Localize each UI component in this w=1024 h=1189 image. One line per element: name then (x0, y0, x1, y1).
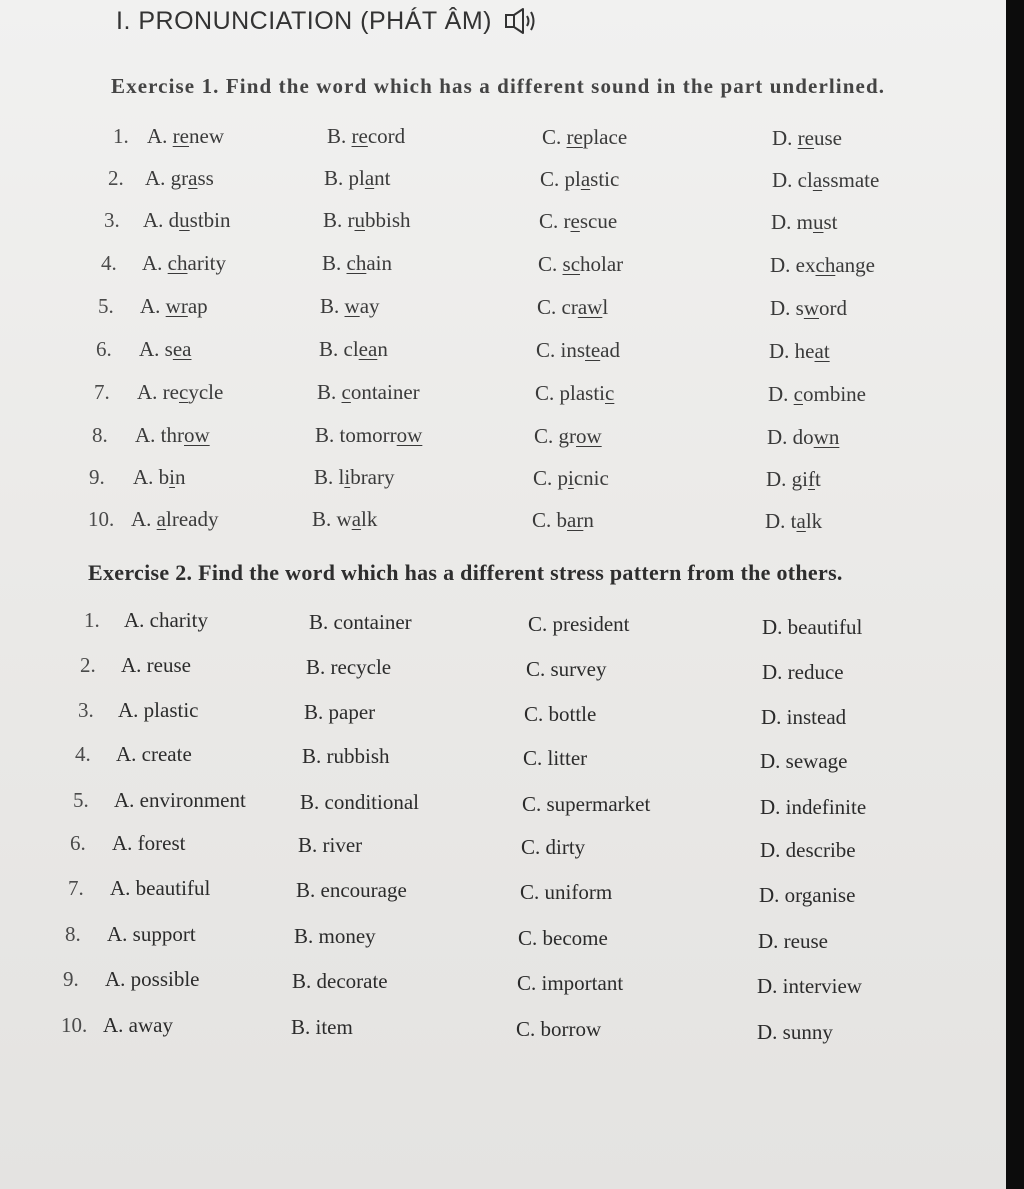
exercise-2-question (0, 653, 1006, 685)
option-a: A. bin (133, 465, 186, 489)
exercise-2-question (0, 788, 1006, 820)
exercise-1-question (0, 507, 1006, 539)
option-b: B. container (309, 610, 412, 634)
option-d: D. reduce (762, 659, 844, 684)
option-b: B. recycle (306, 655, 392, 679)
option-d: D. must (771, 209, 838, 234)
option-b: B. container (317, 380, 420, 404)
option-c: C. rescue (539, 208, 618, 233)
option-b: B. item (291, 1015, 353, 1039)
option-b: B. record (327, 124, 406, 148)
option-c: C. picnic (533, 465, 609, 490)
option-b: B. walk (312, 507, 378, 531)
exercise-1-question (0, 251, 1006, 283)
option-a: A. plastic (118, 698, 199, 722)
exercise-1-question (0, 465, 1006, 497)
question-number: 6. (70, 831, 86, 855)
exercise-2-question (0, 742, 1006, 774)
option-a: A. reuse (121, 653, 191, 677)
exercise-1-question (0, 423, 1006, 455)
option-a: A. forest (112, 831, 186, 855)
option-d: D. combine (768, 381, 866, 406)
exercise-2-question (0, 967, 1006, 999)
option-b: B. library (314, 465, 395, 489)
exercise-2-question (0, 698, 1006, 730)
question-number: 7. (68, 876, 84, 900)
question-number: 5. (98, 294, 114, 318)
exercise-2-question (0, 831, 1006, 863)
option-c: C. important (517, 971, 624, 995)
option-c: C. survey (526, 657, 607, 681)
option-b: B. decorate (292, 969, 388, 993)
exercise-1-question (0, 208, 1006, 240)
option-b: B. clean (319, 337, 388, 361)
option-d: D. reuse (772, 125, 842, 150)
option-d: D. exchange (770, 252, 875, 277)
option-a: A. dustbin (143, 208, 231, 232)
option-c: C. plastic (540, 166, 620, 191)
option-d: D. beautiful (762, 614, 863, 639)
question-number: 2. (80, 653, 96, 677)
option-a: A. create (116, 742, 192, 766)
option-a: A. charity (142, 251, 226, 275)
option-c: C. barn (532, 507, 594, 532)
exercise-1-question (0, 380, 1006, 412)
option-d: D. classmate (772, 167, 880, 192)
option-b: B. river (298, 833, 363, 857)
exercise-1-question (0, 166, 1006, 198)
question-number: 7. (94, 380, 110, 404)
question-number: 10. (61, 1013, 88, 1037)
option-b: B. tomorrow (315, 423, 423, 447)
exercise-2-question (0, 608, 1006, 640)
option-b: B. paper (304, 700, 376, 724)
option-c: C. borrow (516, 1017, 602, 1041)
option-d: D. sword (770, 295, 848, 320)
question-number: 8. (65, 922, 81, 946)
option-c: C. uniform (520, 880, 613, 904)
question-number: 1. (113, 124, 129, 148)
question-number: 6. (96, 337, 112, 361)
option-a: A. recycle (137, 380, 224, 404)
option-a: A. support (107, 922, 196, 946)
option-c: C. plastic (535, 380, 615, 405)
exercise-1-question (0, 124, 1006, 156)
option-a: A. grass (145, 166, 214, 190)
option-a: A. already (131, 507, 219, 531)
exercise-1-heading: Exercise 1. Find the word which has a different sound in the part underlined. (111, 74, 886, 98)
option-a: A. away (103, 1013, 173, 1037)
option-a: A. wrap (140, 294, 208, 318)
option-d: D. indefinite (760, 794, 867, 819)
option-d: D. describe (760, 837, 856, 862)
option-d: D. talk (765, 508, 823, 533)
option-c: C. supermarket (522, 792, 651, 816)
option-d: D. interview (757, 973, 862, 998)
option-c: C. instead (536, 337, 620, 362)
option-c: C. replace (542, 124, 628, 149)
option-c: C. grow (534, 423, 602, 448)
option-a: A. charity (124, 608, 208, 632)
option-d: D. sewage (760, 748, 848, 773)
option-b: B. plant (324, 166, 391, 190)
option-b: B. conditional (300, 790, 419, 814)
exercise-2-question (0, 922, 1006, 954)
question-number: 5. (73, 788, 89, 812)
question-number: 4. (75, 742, 91, 766)
option-b: B. way (320, 294, 380, 318)
question-number: 3. (78, 698, 94, 722)
option-c: C. president (528, 612, 630, 636)
exercise-2-question (0, 1013, 1006, 1045)
option-b: B. encourage (296, 878, 407, 902)
option-c: C. crawl (537, 294, 609, 319)
option-c: C. become (518, 926, 608, 950)
exercise-2-heading: Exercise 2. Find the word which has a different stress pattern from the others. (88, 560, 843, 585)
option-a: A. renew (147, 124, 224, 148)
option-d: D. reuse (758, 928, 828, 953)
option-b: B. chain (322, 251, 392, 275)
option-a: A. sea (139, 337, 192, 361)
speaker-icon (504, 6, 540, 36)
question-number: 1. (84, 608, 100, 632)
question-number: 4. (101, 251, 117, 275)
option-b: B. money (294, 924, 376, 948)
option-d: D. sunny (757, 1019, 833, 1044)
option-b: B. rubbish (302, 744, 390, 768)
option-d: D. organise (759, 882, 856, 907)
option-c: C. bottle (524, 702, 597, 726)
option-c: C. litter (523, 746, 588, 770)
question-number: 9. (89, 465, 105, 489)
question-number: 10. (88, 507, 115, 531)
option-a: A. possible (105, 967, 200, 991)
question-number: 8. (92, 423, 108, 447)
option-a: A. throw (135, 423, 210, 447)
option-d: D. down (767, 424, 840, 449)
section-title-text: I. PRONUNCIATION (PHÁT ÂM) (116, 6, 492, 35)
option-c: C. scholar (538, 251, 624, 276)
option-a: A. beautiful (110, 876, 211, 900)
section-title (116, 6, 540, 36)
question-number: 9. (63, 967, 79, 991)
option-c: C. dirty (521, 835, 586, 859)
option-d: D. heat (769, 338, 830, 363)
exercise-1-question (0, 294, 1006, 326)
option-d: D. gift (766, 466, 821, 491)
question-number: 3. (104, 208, 120, 232)
question-number: 2. (108, 166, 124, 190)
exercise-2-question (0, 876, 1006, 908)
option-a: A. environment (114, 788, 246, 812)
option-b: B. rubbish (323, 208, 411, 232)
exercise-1-question (0, 337, 1006, 369)
option-d: D. instead (761, 704, 847, 729)
